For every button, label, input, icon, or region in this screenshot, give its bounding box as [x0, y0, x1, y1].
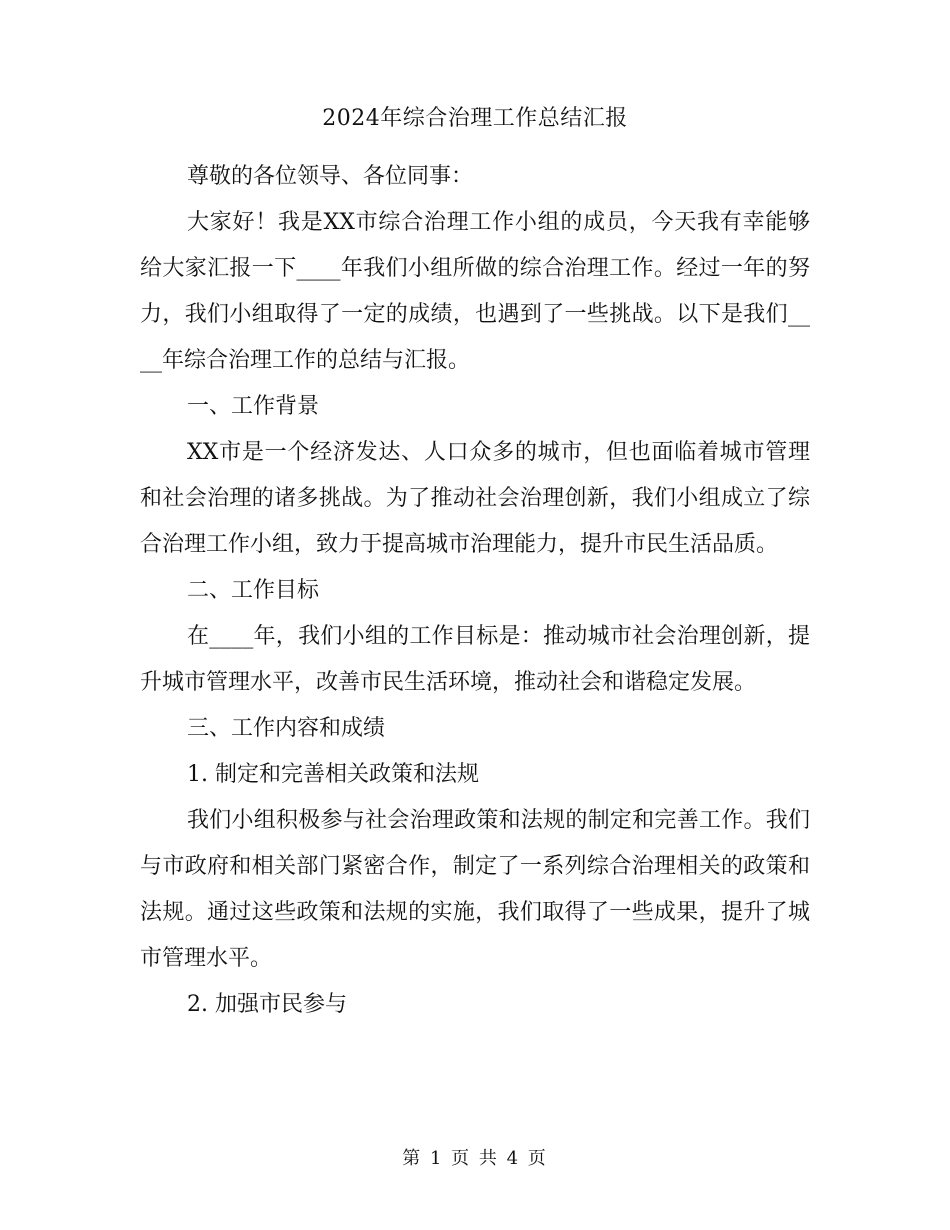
subheading-participation: 2. 加强市民参与 [187, 992, 347, 1017]
page-footer: 第 1 页 共 4 页 [402, 1148, 548, 1169]
goals-paragraph: 在____年，我们小组的工作目标是：推动城市社会治理创新，提升城市管理水平，改善市民生活环境，推动社会和谐稳定发展。 [140, 624, 810, 695]
section-heading-background: 一、工作背景 [187, 394, 320, 419]
background-paragraph: XX市是一个经济发达、人口众多的城市，但也面临着城市管理和社会治理的诸多挑战。为了推动社会治理创新，我们小组成立了综合治理工作小组，致力于提高城市治理能力，提升市民生活品质。 [140, 440, 810, 557]
subheading-policy: 1. 制定和完善相关政策和法规 [187, 762, 479, 787]
policy-paragraph: 我们小组积极参与社会治理政策和法规的制定和完善工作。我们与市政府和相关部门紧密合作，制定了一系列综合治理相关的政策和法规。通过这些政策和法规的实施，我们取得了一些成果，提升了城市管理水平。 [140, 808, 810, 971]
document-title: 2024年综合治理工作总结汇报 [322, 106, 628, 131]
greeting: 尊敬的各位领导、各位同事： [187, 164, 474, 189]
section-heading-content: 三、工作内容和成绩 [187, 716, 386, 741]
intro-paragraph: 大家好！我是XX市综合治理工作小组的成员，今天我有幸能够给大家汇报一下____年我们小组所做的综合治理工作。经过一年的努力，我们小组取得了一定的成绩，也遇到了一些挑战。以下是我们____年综合治理工作的总结与汇报。 [140, 210, 810, 373]
document-body [140, 154, 810, 1028]
section-heading-goals: 二、工作目标 [187, 578, 320, 603]
